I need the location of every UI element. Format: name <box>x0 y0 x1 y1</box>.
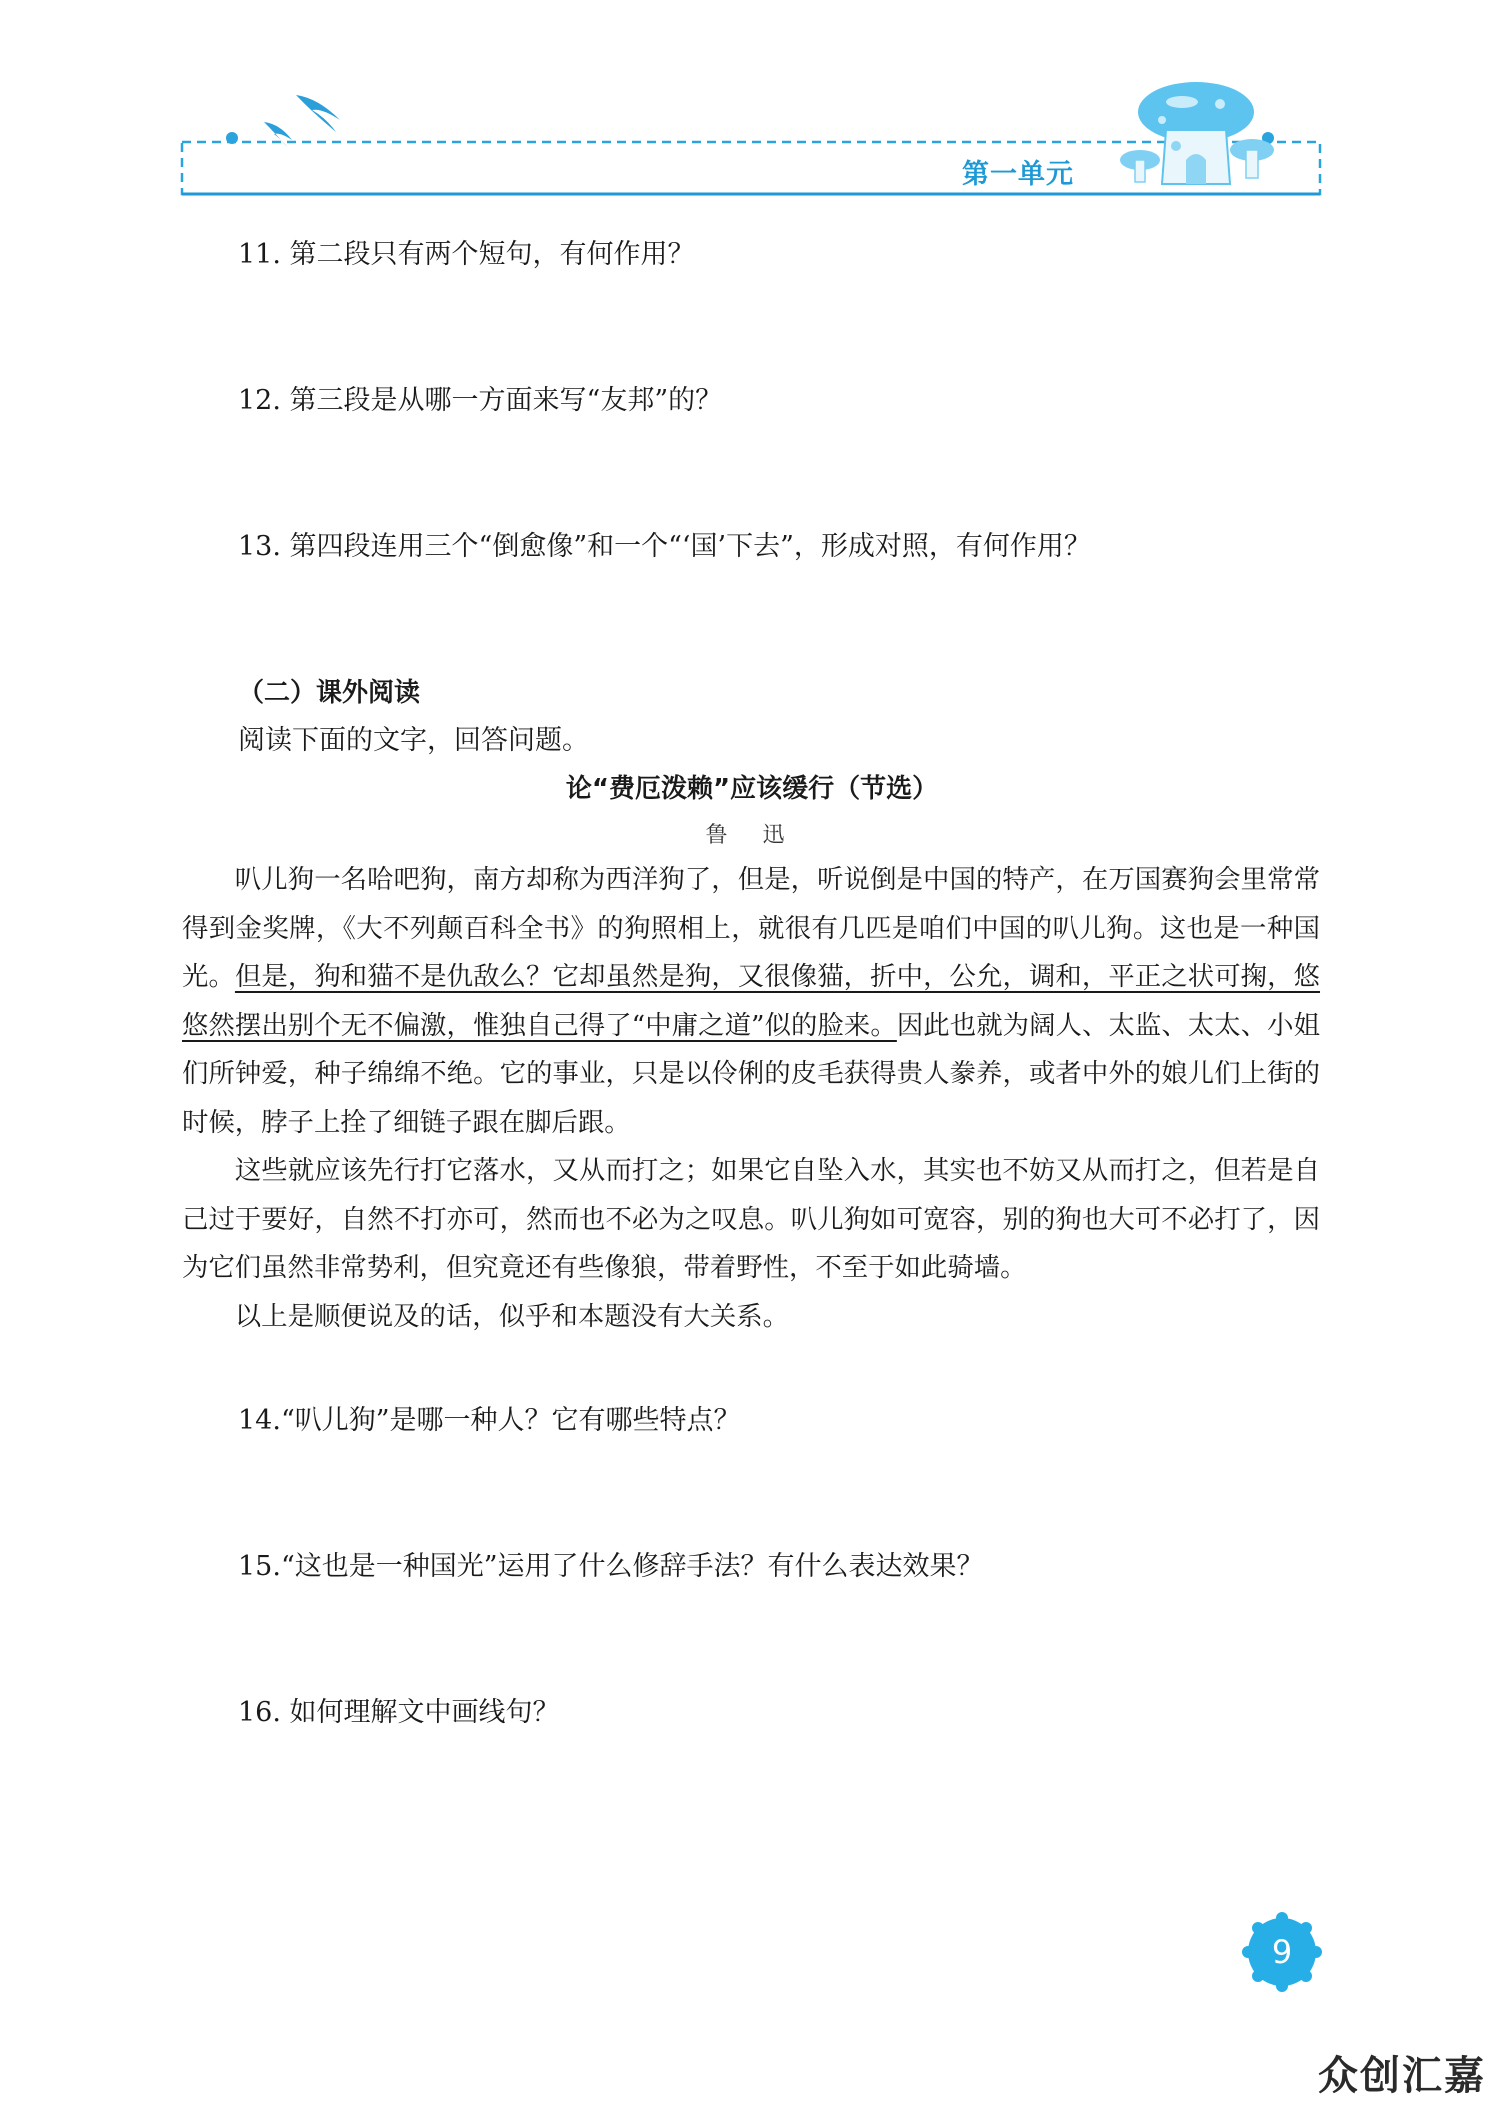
article-passage <box>182 856 1320 1341</box>
question-12: 12. 第三段是从哪一方面来写“友邦”的？ <box>238 385 723 416</box>
question-15: 15.“这也是一种国光”运用了什么修辞手法？有什么表达效果？ <box>238 1551 984 1582</box>
article-title: 论“费厄泼赖”应该缓行（节选） <box>565 774 939 804</box>
watermark: 众创汇嘉 <box>1318 2053 1486 2099</box>
passage-paragraph: 以上是顺便说及的话，似乎和本题没有大关系。 <box>234 1300 789 1332</box>
question-16: 16. 如何理解文中画线句？ <box>238 1697 560 1728</box>
question-13: 13. 第四段连用三个“倒愈像”和一个“‘国’下去”，形成对照，有何作用？ <box>238 531 1091 562</box>
question-11: 11. 第二段只有两个短句，有何作用？ <box>238 239 695 270</box>
page-number: 9 <box>1271 1933 1293 1971</box>
section-title: （二）课外阅读 <box>238 678 421 708</box>
bird-icon <box>296 95 340 132</box>
passage-text: 叭儿狗一名哈吧狗，南方却称为西洋狗了，但是，听说倒是中国的特产，在万国赛狗会里常常得到金奖牌，《大不列颠百科全书》的狗照相上，就很有几匹是咱们中国的叭儿狗。这也是一种国光。 <box>182 864 1320 992</box>
bird-icon <box>264 122 292 148</box>
passage-paragraph: 这些就应该先行打它落水，又从而打之；如果它自坠入水，其实也不妨又从而打之，但若是自己过于要好，自然不打亦可，然而也不必为之叹息。叭儿狗如可宽容，别的狗也大可不必打了，因为它们虽然非常势利，但究竟还有些像狼，带着野性，不至于如此骑墙。 <box>182 1155 1320 1283</box>
question-14: 14.“叭儿狗”是哪一种人？它有哪些特点？ <box>238 1405 741 1436</box>
unit-title: 第一单元 <box>962 159 1074 190</box>
article-author: 鲁 迅 <box>705 823 799 848</box>
mushroom-house-icon <box>1120 82 1274 184</box>
passage-paragraph <box>182 856 1320 1147</box>
header-decoration <box>0 0 1504 220</box>
passage-text: 因此也就为阔人、太监、太太、小姐们所钟爱，种子绵绵不绝。它的事业，只是以伶俐的皮毛获得贵人豢养，或者中外的娘儿们上街的时候，脖子上拴了细链子跟在脚后跟。 <box>182 1009 1321 1138</box>
section-instruction: 阅读下面的文字，回答问题。 <box>238 725 589 756</box>
page-header <box>0 0 1504 220</box>
underlined-sentence: 但是，狗和猫不是仇敌么？它却虽然是狗，又很像猫，折中，公允，调和，平正之状可掬，悠悠然摆出别个无不偏激，惟独自己得了“中庸之道”似的脸来。 <box>182 961 1321 1041</box>
